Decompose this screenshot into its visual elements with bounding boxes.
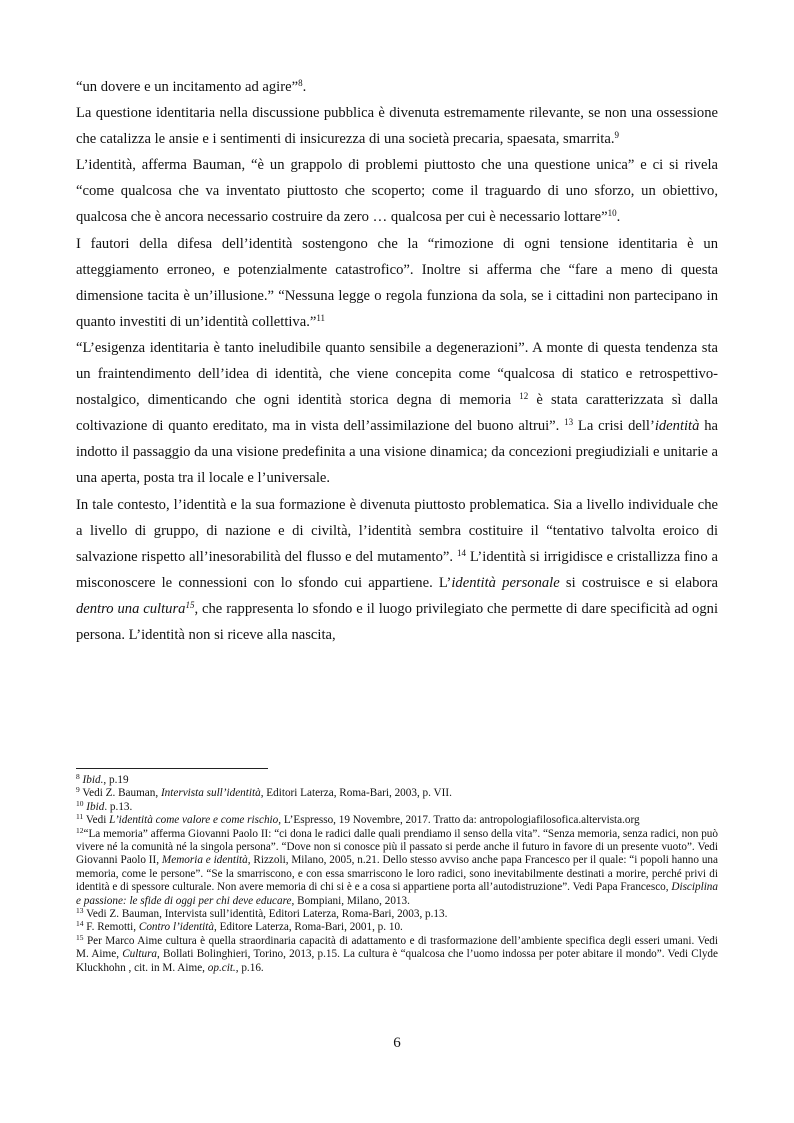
text-run: , Editore Laterza, Roma-Bari, 2001, p. 10. xyxy=(213,921,403,934)
text-run: . xyxy=(616,209,621,226)
text-run: F. Remotti, xyxy=(83,921,139,934)
text-run: “un dovere e un incitamento ad agire” xyxy=(76,79,299,95)
footnote xyxy=(76,787,718,800)
paragraph xyxy=(76,492,718,649)
text-run: La questione identitaria nella discussione pubblica è divenuta estremamente rilevante, se non una ossessione che catalizza le ansie e i sentimenti di insicurezza di una società precaria, spaesata, smarrita. xyxy=(76,105,718,148)
text-run: , Bollati Bolinghieri, Torino, 2013, p.15. La cultura è “qualcosa che l’uomo indossa per poter abitare il mondo”. Vedi Clyde Kluckhohn , cit. in M. Aime, xyxy=(76,948,718,974)
text-run: In tale contesto, l’identità e la sua formazione è divenuta piuttosto problematica. Sia a livello individuale che a livello di gruppo, di nazione e di civiltà, l’identità sembra costituire il “tentativo talvolta eroico di salvazione rispetto all’inesorabilità del flusso e del mutamento”. xyxy=(76,496,718,565)
text-run: , L’Espresso, 19 Novembre, 2017. Tratto da: antropologiafilosofica.altervista.org xyxy=(278,814,640,827)
footnote-ref: 9 xyxy=(614,130,619,141)
italic-text: identità xyxy=(654,418,700,435)
footnote xyxy=(76,825,718,908)
text-run: ha indotto il passaggio da una visione predefinita a una visione dinamica; da concezioni pregiudiziali e unitarie a una aperta, posta tra il locale e l’universale. xyxy=(76,418,718,487)
text-run: , p.16. xyxy=(235,961,264,974)
text-run: “La memoria” afferma Giovanni Paolo II: “ci dona le radici dalle quali prendiamo il senso della vita”. “Senza memoria, senza radici, non può vivere né la comunità né la singola persona”. “Dove non si conosce più il passato si perde anche il futuro in favore di un presente vuoto”. Vedi Giovanni Paolo II, xyxy=(76,827,718,867)
paragraph xyxy=(76,335,718,492)
text-run: , che rappresenta lo sfondo e il luogo privilegiato che permette di dare specificità ad ogni persona. L’identità non si riceve alla nascita, xyxy=(76,600,719,643)
footnote-ref: 12 xyxy=(519,391,529,402)
italic-text: Memoria e identità xyxy=(161,854,248,867)
page-number: 6 xyxy=(393,1035,401,1051)
footnote xyxy=(76,921,718,934)
paragraph xyxy=(76,100,718,152)
text-run: , p.19 xyxy=(103,774,129,786)
footnote-ref: 8 xyxy=(298,78,303,88)
footnote-ref: 14 xyxy=(456,547,466,558)
footnote-ref: 11 xyxy=(76,812,84,822)
paragraph xyxy=(76,74,718,100)
footnotes xyxy=(76,774,718,975)
text-run: Vedi xyxy=(83,814,110,827)
text-run: è stata caratterizzata sì dalla coltivazione di quanto ereditato, ma in vista dell’assimilazione del buono altrui”. xyxy=(76,392,718,435)
footnote-ref: 12 xyxy=(76,825,84,835)
text-run: L’identità si irrigidisce e cristallizza fino a misconoscere le connessioni con lo sfondo cui appartiene. L’ xyxy=(76,548,718,591)
text-run: si costruisce e si elabora xyxy=(559,574,718,591)
text-run: , Bompiani, Milano, 2013. xyxy=(291,894,410,907)
italic-text: Intervista sull’identità xyxy=(160,787,261,800)
text-run: , Editori Laterza, Roma-Bari, 2003, p. VII. xyxy=(260,787,452,800)
footnote-ref: 9 xyxy=(76,785,80,795)
footnote-ref: 11 xyxy=(316,312,326,323)
text-run: Per Marco Aime cultura è quella straordinaria capacità di adattamento e di trasformazione dell’ambiente specifica degli esseri umani. Vedi M. Aime, xyxy=(76,934,718,961)
italic-text: identità personale xyxy=(451,574,560,591)
text-run: . p.13. xyxy=(104,800,133,813)
footnote-ref: 15 xyxy=(76,932,84,942)
footnote xyxy=(76,908,718,921)
footnote-separator xyxy=(76,768,268,769)
footnote xyxy=(76,814,718,827)
body-text xyxy=(76,74,718,648)
italic-text: Disciplina e passione: le sfide di oggi per chi deve educare xyxy=(76,881,718,907)
text-run: I fautori della difesa dell’identità sostengono che la “rimozione di ogni tensione identitaria è un atteggiamento erroneo, e potenzialmente catastrofico”. Inoltre si afferma che “fare a meno di questa dimensione tacita è un’illusione.” “Nessuna legge o regola funziona da sola, se i cittadini non partecipano in quanto investiti di un’identità collettiva.” xyxy=(76,235,718,330)
footnote-ref: 10 xyxy=(607,208,617,219)
footnote xyxy=(76,774,718,787)
italic-text: Contro l’identità xyxy=(138,921,214,934)
italic-text: op.cit. xyxy=(207,961,236,974)
italic-text: dentro una cultura xyxy=(76,600,186,617)
paragraph xyxy=(76,152,718,230)
footnote-ref: 15 xyxy=(185,599,195,610)
italic-text: Ibid. xyxy=(82,774,104,786)
text-run: Vedi Z. Bauman, xyxy=(79,787,161,800)
text-run: . xyxy=(302,79,307,95)
footnote-ref: 8 xyxy=(76,772,80,781)
footnote-ref: 13 xyxy=(564,417,574,428)
text-run: , Rizzoli, Milano, 2005, n.21. Dello stesso avviso anche papa Francesco per il quale: “i popoli hanno una memoria, come le persone”. “Se la smarriscono, e con essa smarriscono le loro radici, sono inevitabilmente destinati a morire, perché privi di identità e di spessore culturale. Non avere memoria di chi si è e a cosa si appartiene porta all’autodistruzione”. Vedi Papa Francesco, xyxy=(76,854,718,894)
text-run: La crisi dell’ xyxy=(573,418,655,435)
italic-text: Cultura xyxy=(122,948,158,961)
paragraph xyxy=(76,231,718,335)
text-run: L’identità, afferma Bauman, “è un grappolo di problemi piuttosto che una questione unica” e ci si rivela “come qualcosa che va inventato piuttosto che scoperto; come il traguardo di uno sforzo, un obiettivo, qualcosa che è ancora necessario costruire da zero … qualcosa per cui è necessario lottare” xyxy=(76,157,718,226)
text-run: Vedi Z. Bauman, Intervista sull’identità, Editori Laterza, Roma-Bari, 2003, p.13. xyxy=(83,908,448,921)
footnote xyxy=(76,798,718,814)
footnote-ref: 14 xyxy=(76,919,84,929)
footnote-ref: 13 xyxy=(76,906,84,916)
footnote-ref: 10 xyxy=(76,798,84,808)
text-run: “L’esigenza identitaria è tanto ineludibile quanto sensibile a degenerazioni”. A monte di questa tendenza sta un fraintendimento dell’idea di identità, che viene concepita come “qualcosa di statico e retrospettivo-nostalgico, dimenticando che ogni identità storica degna di memoria xyxy=(76,339,718,409)
footnote xyxy=(76,932,718,975)
italic-text: L’identità come valore e come rischio xyxy=(109,814,279,827)
italic-text: Ibid xyxy=(86,800,105,813)
